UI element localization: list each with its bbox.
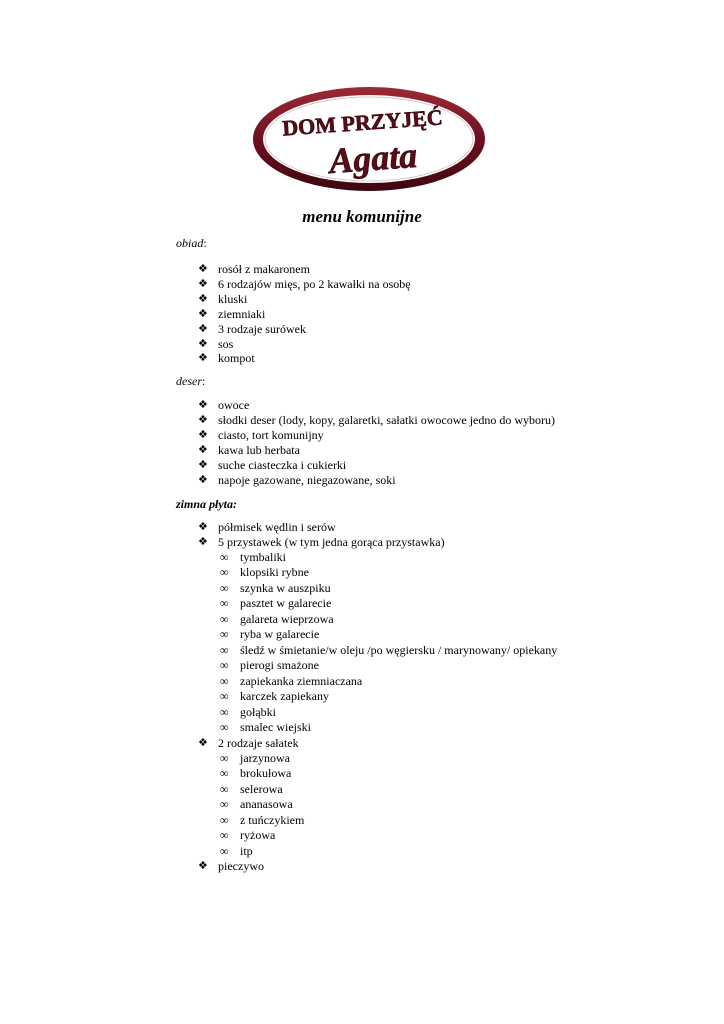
- item-label: 5 przystawek (w tym jedna gorąca przystawka): [218, 534, 445, 549]
- diamond-bullet-icon: ❖: [198, 277, 208, 290]
- subitem-label: karczek zapiekany: [240, 689, 329, 704]
- logo-line2: Agata: [327, 135, 419, 182]
- diamond-bullet-icon: ❖: [198, 535, 208, 548]
- subitem-label: pierogi smażone: [240, 658, 319, 673]
- sublist-item: [198, 813, 560, 829]
- diamond-bullet-icon: ❖: [198, 413, 208, 426]
- sublist-item: [198, 797, 560, 813]
- diamond-bullet-icon: ❖: [198, 860, 208, 873]
- sublist-item: [198, 643, 560, 659]
- infinity-bullet-icon: ∞: [220, 658, 229, 673]
- infinity-bullet-icon: ∞: [220, 596, 229, 611]
- list-item: [198, 292, 411, 307]
- diamond-bullet-icon: ❖: [198, 263, 208, 275]
- infinity-bullet-icon: ∞: [220, 673, 229, 688]
- infinity-bullet-icon: ∞: [220, 766, 229, 781]
- infinity-bullet-icon: ∞: [220, 642, 229, 657]
- infinity-bullet-icon: ∞: [220, 549, 229, 564]
- infinity-bullet-icon: ∞: [220, 580, 229, 595]
- section-heading-deser: [176, 374, 205, 389]
- diamond-bullet-icon: ❖: [198, 337, 208, 350]
- subitem-label: ananasowa: [240, 797, 293, 812]
- sublist-item: [198, 581, 560, 597]
- section-heading-deser-label: deser: [176, 374, 202, 388]
- sublist-item: [198, 751, 560, 767]
- section-heading-obiad-colon: :: [203, 236, 207, 250]
- list-item: [198, 351, 411, 366]
- section-heading-obiad-label: obiad: [176, 236, 204, 250]
- infinity-bullet-icon: ∞: [220, 565, 229, 580]
- sublist-item: [198, 658, 560, 674]
- item-label: półmisek wędlin i serów: [218, 520, 336, 534]
- item-label: sos: [218, 336, 234, 351]
- infinity-bullet-icon: ∞: [220, 797, 229, 812]
- subitem-label: zapiekanka ziemniaczana: [240, 673, 363, 688]
- list-item: [198, 322, 411, 337]
- zimna-plyta-list: [198, 520, 560, 874]
- infinity-bullet-icon: ∞: [220, 689, 229, 704]
- sublist-item: [198, 565, 560, 581]
- list-item: [198, 535, 560, 736]
- item-label: ziemniaki: [218, 306, 266, 321]
- list-item: [198, 859, 560, 874]
- subitem-label: ryżowa: [240, 828, 276, 843]
- diamond-bullet-icon: ❖: [198, 399, 208, 411]
- item-label: 3 rodzaje surówek: [218, 321, 306, 336]
- diamond-bullet-icon: ❖: [198, 292, 208, 305]
- sublist-item: [198, 674, 560, 690]
- obiad-list: [198, 262, 411, 366]
- list-item: [198, 520, 560, 535]
- infinity-bullet-icon: ∞: [220, 627, 229, 642]
- diamond-bullet-icon: ❖: [198, 473, 208, 486]
- sublist-item: [198, 627, 560, 643]
- subitem-label: smalec wiejski: [240, 720, 311, 735]
- item-label: owoce: [218, 398, 250, 412]
- list-item: [198, 277, 411, 292]
- diamond-bullet-icon: ❖: [198, 322, 208, 335]
- subitem-label: brokułowa: [240, 766, 292, 781]
- item-label: napoje gazowane, niegazowane, soki: [218, 472, 396, 487]
- sublist-item: [198, 766, 560, 782]
- subitem-label: klopsiki rybne: [240, 565, 309, 580]
- item-label: kompot: [218, 351, 255, 366]
- infinity-bullet-icon: ∞: [220, 828, 229, 843]
- list-item: [198, 473, 555, 488]
- przystawki-sublist: [198, 550, 560, 736]
- item-label: ciasto, tort komunijny: [218, 427, 324, 442]
- diamond-bullet-icon: ❖: [198, 443, 208, 456]
- subitem-label: pasztet w galarecie: [240, 596, 332, 611]
- list-item: [198, 307, 411, 322]
- sublist-item: [198, 720, 560, 736]
- sublist-item: [198, 689, 560, 705]
- sublist-item: [198, 828, 560, 844]
- section-heading-deser-colon: :: [202, 374, 206, 388]
- list-item: [198, 443, 555, 458]
- item-label: słodki deser (lody, kopy, galaretki, sałatki owocowe jedno do wyboru): [218, 412, 556, 427]
- deser-list: [198, 398, 555, 487]
- sublist-item: [198, 844, 560, 860]
- diamond-bullet-icon: ❖: [198, 352, 208, 365]
- sublist-item: [198, 596, 560, 612]
- logo-line1: DOM PRZYJĘĆ: [281, 104, 444, 141]
- sublist-item: [198, 705, 560, 721]
- infinity-bullet-icon: ∞: [220, 611, 229, 626]
- subitem-label: ryba w galarecie: [240, 627, 320, 642]
- diamond-bullet-icon: ❖: [198, 428, 208, 441]
- list-item: [198, 398, 555, 413]
- diamond-bullet-icon: ❖: [198, 458, 208, 471]
- infinity-bullet-icon: ∞: [220, 750, 229, 765]
- sublist-item: [198, 612, 560, 628]
- subitem-label: selerowa: [240, 781, 283, 796]
- diamond-bullet-icon: ❖: [198, 521, 208, 533]
- page-title: menu komunijne: [302, 207, 422, 226]
- item-label: pieczywo: [218, 859, 264, 874]
- subitem-label: tymbaliki: [240, 549, 286, 564]
- list-item: [198, 458, 555, 473]
- subitem-label: z tuńczykiem: [240, 812, 305, 827]
- subitem-label: jarzynowa: [240, 750, 290, 765]
- list-item: [198, 337, 411, 352]
- section-heading-obiad: [176, 236, 207, 251]
- section-heading-zimna-plyta: zimna płyta:: [176, 497, 238, 511]
- infinity-bullet-icon: ∞: [220, 720, 229, 735]
- diamond-bullet-icon: ❖: [198, 736, 208, 749]
- infinity-bullet-icon: ∞: [220, 781, 229, 796]
- item-label: 2 rodzaje sałatek: [218, 735, 299, 750]
- subitem-label: śledź w śmietanie/w oleju /po węgiersku / marynowany/ opiekany: [240, 642, 558, 657]
- infinity-bullet-icon: ∞: [220, 704, 229, 719]
- sublist-item: [198, 782, 560, 798]
- item-label: suche ciasteczka i cukierki: [218, 457, 347, 472]
- infinity-bullet-icon: ∞: [220, 843, 229, 858]
- item-label: 6 rodzajów mięs, po 2 kawałki na osobę: [218, 276, 411, 291]
- list-item: [198, 262, 411, 277]
- sublist-item: [198, 550, 560, 566]
- diamond-bullet-icon: ❖: [198, 307, 208, 320]
- list-item: [198, 428, 555, 443]
- item-label: kluski: [218, 291, 248, 306]
- subitem-label: galareta wieprzowa: [240, 611, 334, 626]
- salatki-sublist: [198, 751, 560, 860]
- list-item: [198, 413, 555, 428]
- item-label: rosół z makaronem: [218, 262, 310, 276]
- subitem-label: itp: [240, 843, 253, 858]
- subitem-label: szynka w auszpiku: [240, 580, 331, 595]
- dom-przyjec-agata-logo: [250, 84, 488, 194]
- item-label: kawa lub herbata: [218, 442, 300, 457]
- infinity-bullet-icon: ∞: [220, 812, 229, 827]
- list-item: [198, 736, 560, 859]
- subitem-label: gołąbki: [240, 704, 276, 719]
